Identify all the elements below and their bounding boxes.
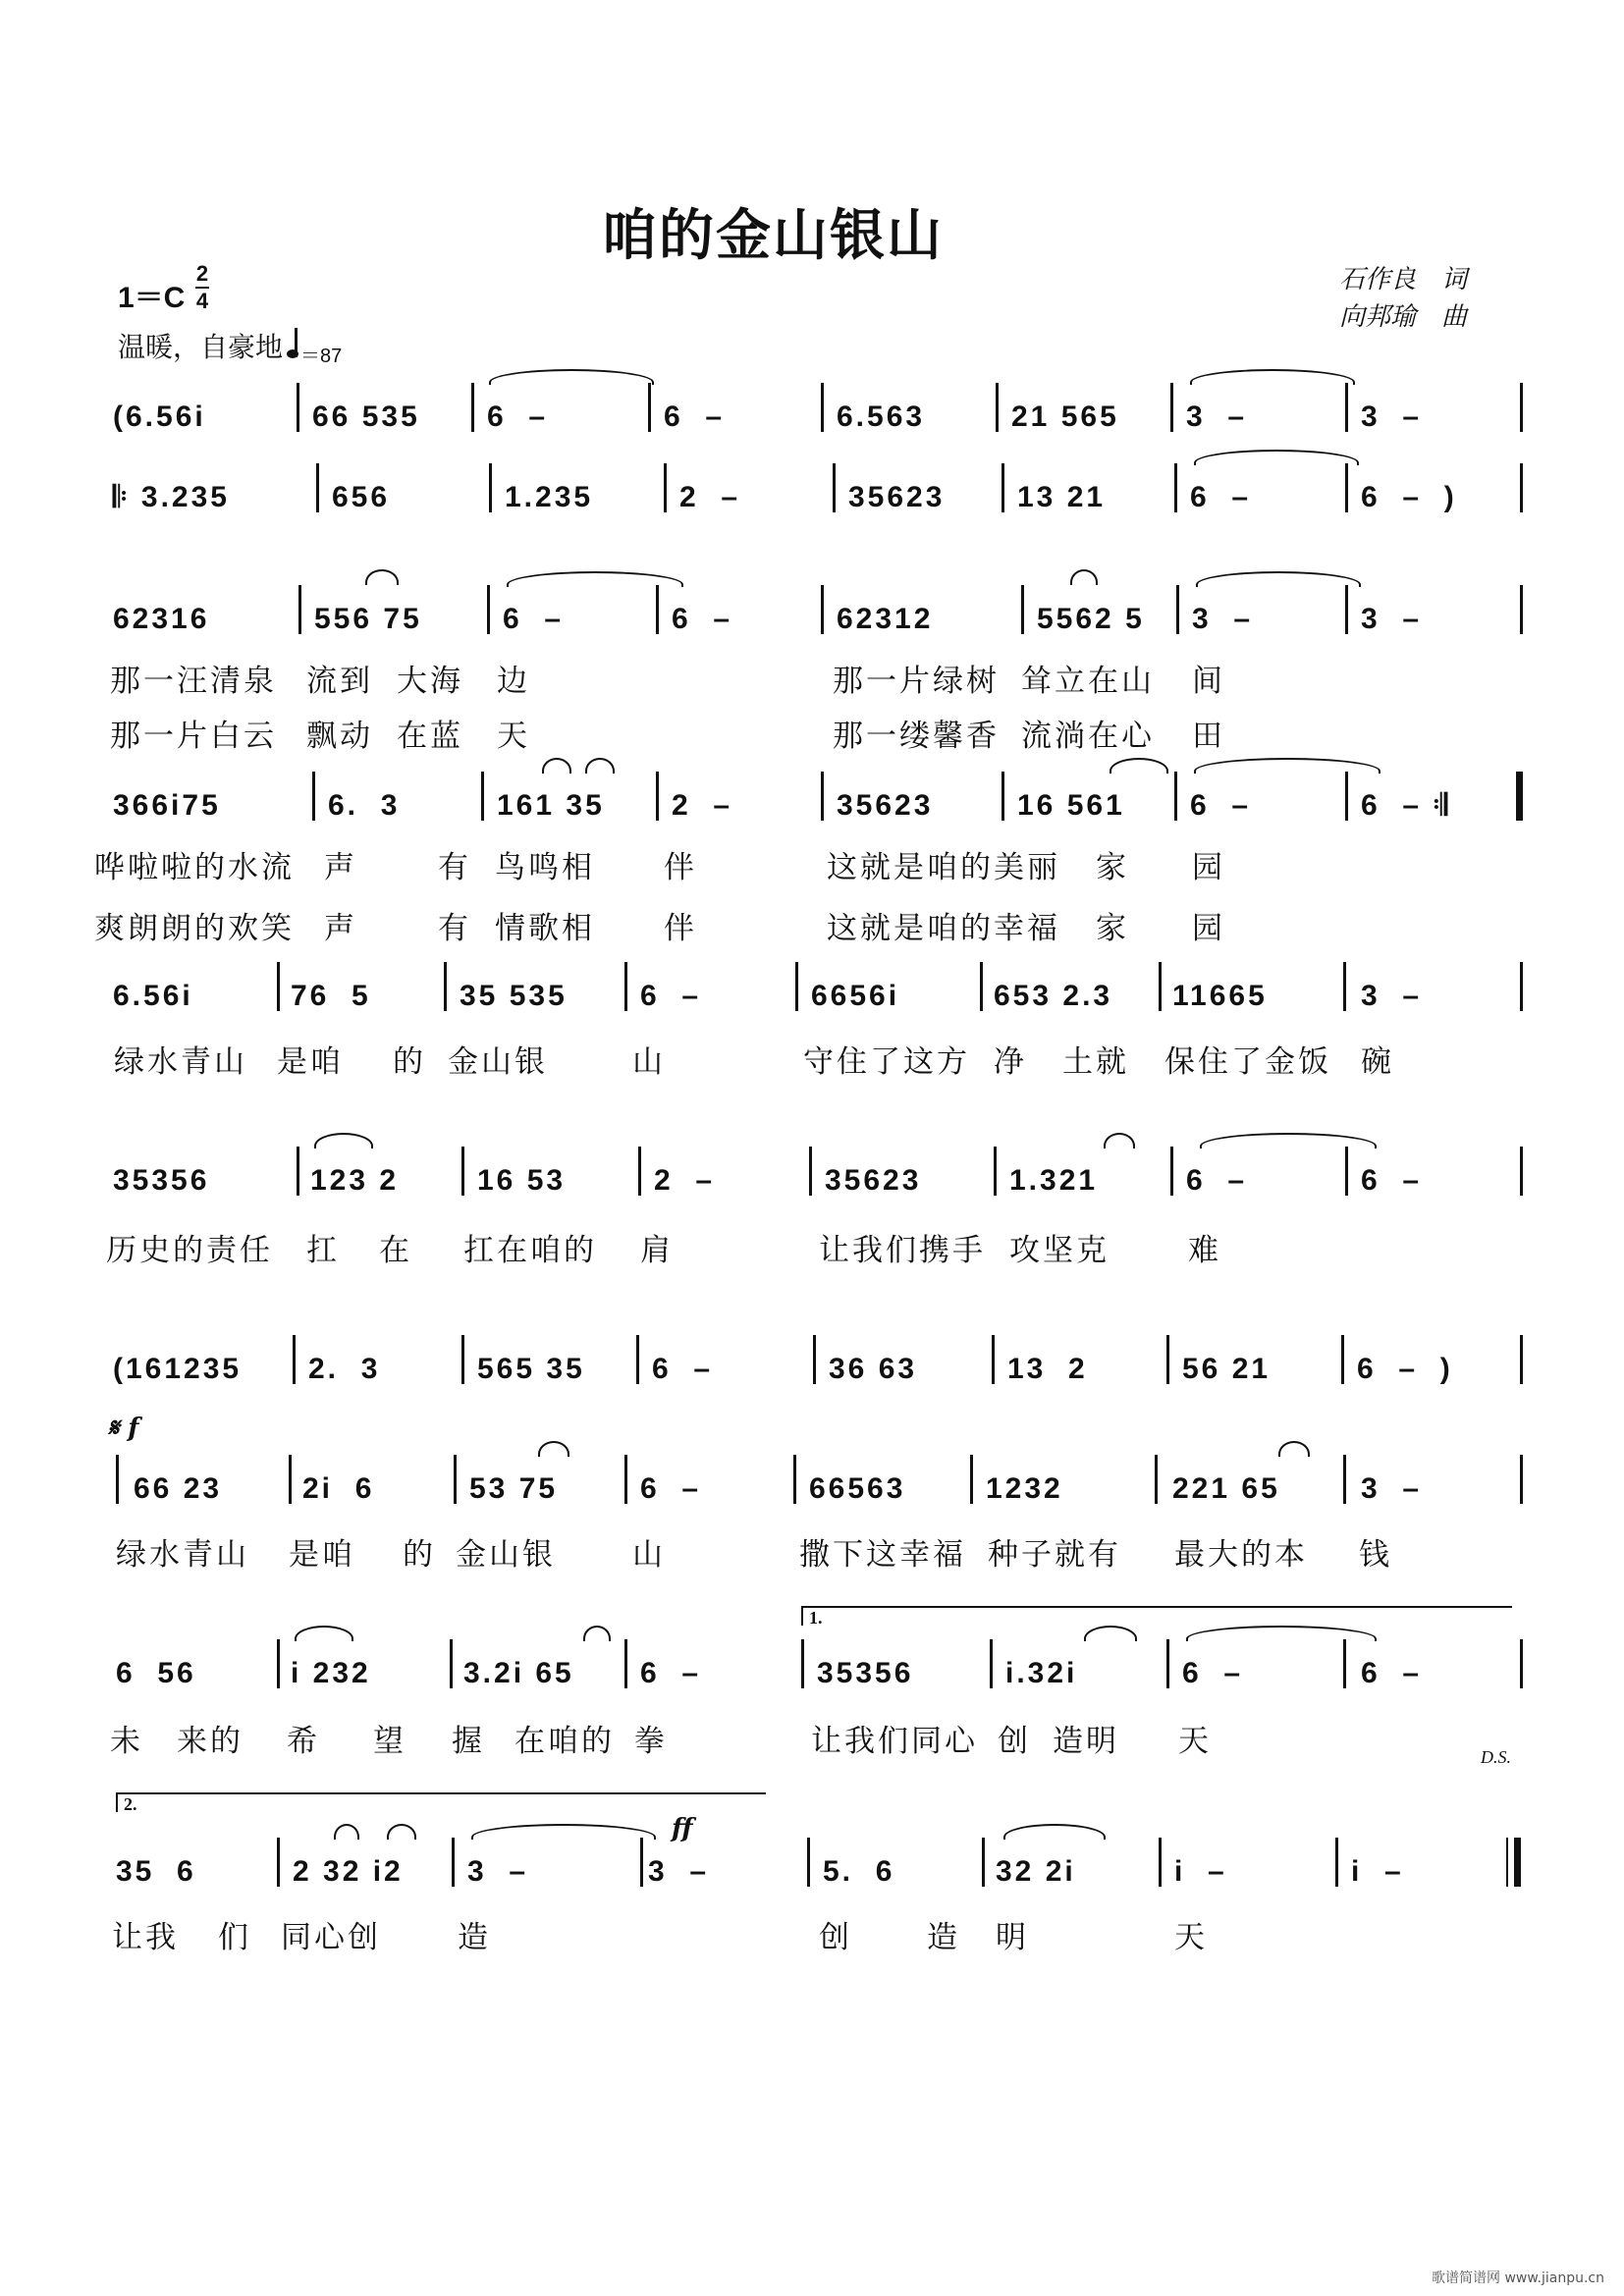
lyric: 天 — [1174, 1920, 1208, 1955]
tie — [471, 1824, 656, 1840]
expression-marking: 温暖，自豪地 — [118, 331, 284, 363]
barline — [316, 463, 319, 512]
barline — [297, 1147, 299, 1196]
staff-row-4 — [0, 789, 1624, 838]
measure-6: 653 2.3 — [994, 980, 1113, 1012]
measure-3: 161 35 — [497, 789, 605, 822]
lyric: 那一片白云 — [110, 719, 277, 754]
slur — [538, 1441, 569, 1457]
measure-2: 6. 3 — [328, 789, 401, 822]
measure-4: 6 – — [640, 1472, 702, 1505]
barline — [990, 1639, 993, 1688]
measure-1: (6.56i — [113, 400, 206, 433]
lyric: 哗啦啦的水流 — [94, 850, 295, 885]
lyric: 那一缕馨香 — [833, 719, 1000, 754]
lyric: 让我 — [112, 1920, 179, 1955]
lyric: 绿水青山 — [116, 1537, 249, 1573]
lyric: 守住了这方 — [803, 1044, 970, 1080]
measure-7: 221 65 — [1172, 1472, 1280, 1505]
barline — [1343, 962, 1346, 1011]
measure-2: 2. 3 — [308, 1353, 381, 1385]
measure-5: 35623 — [825, 1164, 922, 1197]
barline — [289, 1455, 292, 1504]
measure-1: (161235 — [113, 1353, 243, 1385]
barline — [624, 1639, 627, 1688]
barline — [277, 962, 280, 1011]
staff-row-8 — [0, 1472, 1624, 1522]
lyric: 净 — [994, 1044, 1027, 1080]
song-title: 咱的金山银山 — [602, 203, 944, 268]
measure-8: 6 – — [1361, 1657, 1423, 1689]
slur — [1070, 569, 1098, 585]
measure-7: 6 – — [1190, 481, 1252, 513]
barline — [664, 463, 667, 512]
lyric: 明 — [996, 1920, 1029, 1955]
barline — [461, 1335, 464, 1384]
key-signature: 1＝C — [118, 282, 186, 314]
barline — [1343, 1455, 1346, 1504]
measure-3: 1.235 — [505, 481, 594, 513]
tie — [1200, 1133, 1377, 1148]
slur — [295, 1626, 353, 1641]
measure-3: 565 35 — [477, 1353, 585, 1385]
lyric: 园 — [1192, 911, 1225, 946]
site-watermark: 歌谱简谱网 www.jianpu.cn — [1432, 2270, 1604, 2286]
measure-4: 2 – — [679, 481, 741, 513]
measure-4: 6 – — [672, 603, 733, 635]
slur — [387, 1824, 416, 1840]
lyric: 握 — [452, 1724, 485, 1759]
measure-7: 3 – — [1186, 400, 1248, 433]
lyric: 耸立在山 — [1021, 664, 1155, 699]
lyric: 大海 — [397, 664, 463, 699]
measure-8: i – — [1351, 1855, 1404, 1888]
slur — [1278, 1441, 1310, 1457]
barline — [1335, 1838, 1338, 1887]
barline — [444, 962, 447, 1011]
barline — [992, 1335, 995, 1384]
lyric: 是咱 — [289, 1537, 355, 1573]
lyric: 历史的责任 — [106, 1233, 273, 1268]
measure-8: 6 – ) — [1361, 481, 1457, 513]
lyric: 让我们同心 — [811, 1724, 978, 1759]
measure-3: 53 75 — [469, 1472, 559, 1505]
lyric: 创 — [819, 1920, 852, 1955]
barline — [1001, 772, 1004, 821]
barline — [277, 1838, 280, 1887]
lyric: 们 — [218, 1920, 251, 1955]
barline — [1159, 962, 1162, 1011]
barline — [1520, 1639, 1523, 1688]
lyric: 绿水青山 — [114, 1044, 247, 1080]
composer-credit: 向邦瑜 曲 — [1339, 302, 1468, 332]
barline — [996, 383, 999, 432]
measure-1: 6.56i — [113, 980, 193, 1012]
lyric: 土就 — [1062, 1044, 1129, 1080]
barline — [1345, 1147, 1348, 1196]
lyric: 有 — [438, 911, 471, 946]
barline — [1520, 463, 1523, 512]
repeat-end-barline — [1516, 772, 1523, 821]
slur — [1084, 1626, 1137, 1641]
lyric: 在蓝 — [397, 719, 463, 754]
measure-2: 66 535 — [312, 400, 420, 433]
lyric: 的 — [393, 1044, 426, 1080]
lyric: 造明 — [1053, 1724, 1119, 1759]
slur — [314, 1133, 373, 1148]
barline — [624, 962, 627, 1011]
lyric: 最大的本 — [1174, 1537, 1308, 1573]
measure-7: 3 – — [1192, 603, 1254, 635]
measure-8: 3 – — [1361, 1472, 1423, 1505]
measure-6: 32 2i — [996, 1855, 1076, 1888]
tie — [507, 571, 683, 587]
barline — [636, 1335, 639, 1384]
barline — [1001, 463, 1004, 512]
first-ending-bracket — [801, 1606, 1512, 1626]
segno-forte-marking: 𝄋 f — [108, 1414, 139, 1443]
lyric: 那一片绿树 — [833, 664, 1000, 699]
measure-6: 21 565 — [1011, 400, 1119, 433]
barline — [1174, 772, 1177, 821]
barline — [1520, 585, 1523, 634]
measure-5: 36 63 — [829, 1353, 918, 1385]
barline — [970, 1455, 973, 1504]
lyric: 家 — [1096, 911, 1129, 946]
lyric: 未 — [110, 1724, 143, 1759]
lyric: 的 — [403, 1537, 436, 1573]
measure-6: 1.321 — [1009, 1164, 1099, 1197]
lyric: 攻坚克 — [1009, 1233, 1110, 1268]
barline — [793, 1455, 796, 1504]
measure-6: 13 2 — [1007, 1353, 1088, 1385]
measure-4: 2 – — [672, 789, 733, 822]
barline — [454, 1455, 457, 1504]
barline — [801, 1639, 804, 1688]
lyric: 扛 — [306, 1233, 340, 1268]
barline — [1520, 1455, 1523, 1504]
barline — [1170, 383, 1173, 432]
lyric: 那一汪清泉 — [110, 664, 277, 699]
lyric: 家 — [1096, 850, 1129, 885]
measure-4: 6 – — [640, 980, 702, 1012]
barline — [1520, 962, 1523, 1011]
lyric: 拳 — [634, 1724, 668, 1759]
barline — [1176, 585, 1179, 634]
measure-2: 2i 6 — [302, 1472, 375, 1505]
staff-row-5 — [0, 980, 1624, 1029]
barline — [297, 383, 299, 432]
barline — [1174, 463, 1177, 512]
measure-5: 62312 — [837, 603, 934, 635]
lyric: 难 — [1188, 1233, 1221, 1268]
tie — [1196, 571, 1361, 587]
slur — [542, 758, 571, 774]
lyric: 情歌相 — [495, 911, 595, 946]
lyric: 间 — [1192, 664, 1225, 699]
tie — [1194, 450, 1359, 465]
slur — [334, 1824, 359, 1840]
barline — [1345, 463, 1348, 512]
measure-3: 6 – — [487, 400, 549, 433]
barline — [638, 1147, 641, 1196]
measure-6: 5562 5 — [1037, 603, 1145, 635]
barline — [980, 962, 983, 1011]
measure-3: 6 – — [503, 603, 565, 635]
barline — [1520, 383, 1523, 432]
barline — [298, 585, 301, 634]
measure-7: 56 21 — [1182, 1353, 1272, 1385]
fortissimo-marking: ff — [672, 1814, 693, 1843]
barline — [1155, 1455, 1158, 1504]
barline — [640, 1838, 643, 1887]
lyric: 造 — [458, 1920, 491, 1955]
lyric: 扛在咱的 — [463, 1233, 597, 1268]
staff-row-9 — [0, 1657, 1624, 1706]
lyric: 创 — [998, 1724, 1031, 1759]
tie — [1194, 758, 1380, 774]
lyric: 让我们携手 — [819, 1233, 986, 1268]
measure-2: 556 75 — [314, 603, 422, 635]
lyric: 有 — [438, 850, 471, 885]
barline — [489, 463, 492, 512]
measure-7: i – — [1174, 1855, 1227, 1888]
lyric: 撒下这幸福 — [799, 1537, 966, 1573]
barline — [1343, 1639, 1346, 1688]
lyric: 金山银 — [448, 1044, 548, 1080]
time-signature-bottom: 4 — [195, 289, 209, 313]
barline — [450, 1639, 453, 1688]
measure-8: 3 – — [1361, 980, 1423, 1012]
measure-5: 5. 6 — [823, 1855, 895, 1888]
lyric: 同心创 — [281, 1920, 381, 1955]
measure-3: 3 – — [467, 1855, 529, 1888]
measure-7: 6 – — [1190, 789, 1252, 822]
tie — [1190, 369, 1355, 385]
lyric: 希 — [287, 1724, 320, 1759]
lyric: 造 — [927, 1920, 960, 1955]
measure-4: 6 – — [640, 1657, 702, 1689]
lyric: 金山银 — [456, 1537, 556, 1573]
measure-7: 6 – — [1182, 1657, 1244, 1689]
final-barline — [1514, 1838, 1521, 1887]
measure-4: 3 – — [648, 1855, 710, 1888]
barline — [461, 1147, 464, 1196]
barline — [1170, 1147, 1173, 1196]
lyric: 肩 — [640, 1233, 674, 1268]
lyric: 在咱的 — [514, 1724, 615, 1759]
barline — [471, 383, 474, 432]
lyric: 鸟鸣相 — [495, 850, 595, 885]
time-signature-top: 2 — [195, 261, 209, 286]
measure-1: 6 56 — [116, 1657, 196, 1689]
lyric: 流到 — [306, 664, 373, 699]
quarter-note-head — [287, 349, 298, 358]
barline — [1345, 383, 1348, 432]
barline — [1506, 1838, 1508, 1887]
measure-8: 3 – — [1361, 603, 1423, 635]
staff-row-10 — [0, 1855, 1624, 1904]
measure-1: 62316 — [113, 603, 210, 635]
barline — [821, 383, 824, 432]
measure-5: 35356 — [817, 1657, 914, 1689]
lyric: 飘动 — [306, 719, 373, 754]
measure-5: 35623 — [837, 789, 934, 822]
barline — [1345, 772, 1348, 821]
lyric: 伴 — [664, 850, 697, 885]
barline — [312, 772, 315, 821]
lyric: 这就是咱的美丽 — [827, 850, 1060, 885]
barline — [809, 1147, 812, 1196]
barline — [1159, 1838, 1162, 1887]
lyric: 碗 — [1361, 1044, 1394, 1080]
barline — [487, 585, 490, 634]
measure-6: i.32i — [1005, 1657, 1078, 1689]
measure-5: 35623 — [848, 481, 946, 513]
measure-2: 656 — [332, 481, 391, 513]
barline — [656, 772, 659, 821]
barline — [1520, 1335, 1523, 1384]
dal-segno-marking: D.S. — [1481, 1747, 1511, 1767]
measure-1: 35356 — [113, 1164, 210, 1197]
measure-1: 𝄆 3.235 — [113, 481, 230, 513]
measure-6: 13 21 — [1017, 481, 1107, 513]
measure-8: 6 – — [1361, 1164, 1423, 1197]
measure-1: 66 23 — [134, 1472, 223, 1505]
lyric: 山 — [632, 1537, 666, 1573]
measure-8: 6 – 𝄇 — [1361, 789, 1450, 822]
lyric: 天 — [497, 719, 530, 754]
lyric: 保住了金饭 — [1164, 1044, 1331, 1080]
tempo-marking: ＝87 — [300, 346, 343, 367]
tie — [1186, 1626, 1377, 1641]
lyric: 在 — [379, 1233, 412, 1268]
slur — [365, 569, 399, 585]
second-ending-label: 2. — [124, 1794, 137, 1814]
barline — [833, 463, 836, 512]
staff-row-3 — [0, 603, 1624, 652]
lyric: 田 — [1192, 719, 1225, 754]
lyric: 望 — [373, 1724, 406, 1759]
barline — [481, 772, 484, 821]
staff-row-1 — [0, 400, 1624, 450]
lyricist-credit: 石作良 词 — [1339, 265, 1468, 294]
lyric: 流淌在心 — [1021, 719, 1155, 754]
measure-3: 16 53 — [477, 1164, 567, 1197]
barline — [1166, 1335, 1169, 1384]
measure-1: 366i75 — [113, 789, 221, 822]
measure-3: 3.2i 65 — [463, 1657, 574, 1689]
barline — [1345, 585, 1348, 634]
lyric: 声 — [324, 911, 357, 946]
measure-7: 6 – — [1186, 1164, 1248, 1197]
lyric: 边 — [497, 664, 530, 699]
staff-row-7 — [0, 1353, 1624, 1402]
lyric: 声 — [324, 850, 357, 885]
barline — [994, 1147, 997, 1196]
barline — [1166, 1639, 1169, 1688]
barline — [821, 772, 824, 821]
staff-row-6 — [0, 1164, 1624, 1213]
measure-2: 76 5 — [291, 980, 371, 1012]
barline — [821, 585, 824, 634]
second-ending-bracket — [116, 1792, 766, 1812]
measure-6: 1232 — [986, 1472, 1063, 1505]
measure-4: 6 – — [652, 1353, 714, 1385]
lyric: 爽朗朗的欢笑 — [94, 911, 295, 946]
measure-8: 6 – ) — [1357, 1353, 1453, 1385]
lyric: 山 — [632, 1044, 666, 1080]
slur — [583, 1626, 611, 1641]
barline — [982, 1838, 985, 1887]
slur — [585, 758, 615, 774]
barline — [116, 1455, 119, 1504]
barline — [648, 383, 651, 432]
measure-5: 6656i — [811, 980, 900, 1012]
barline — [452, 1838, 455, 1887]
lyric: 是咱 — [277, 1044, 344, 1080]
barline — [1341, 1335, 1344, 1384]
lyric: 钱 — [1359, 1537, 1392, 1573]
staff-row-2 — [0, 481, 1624, 530]
measure-1: 35 6 — [116, 1855, 196, 1888]
first-ending-label: 1. — [809, 1608, 823, 1628]
measure-2: 123 2 — [310, 1164, 400, 1197]
barline — [1021, 585, 1024, 634]
measure-6: 16 561 — [1017, 789, 1125, 822]
tie — [1003, 1824, 1106, 1840]
measure-4: 2 – — [654, 1164, 716, 1197]
lyric: 这就是咱的幸福 — [827, 911, 1060, 946]
lyric: 园 — [1192, 850, 1225, 885]
measure-3: 35 535 — [460, 980, 568, 1012]
barline — [795, 962, 798, 1011]
barline — [1520, 1147, 1523, 1196]
tie — [489, 369, 654, 385]
barline — [293, 1335, 296, 1384]
measure-5: 66563 — [809, 1472, 906, 1505]
lyric: 天 — [1178, 1724, 1212, 1759]
barline — [813, 1335, 816, 1384]
lyric: 来的 — [177, 1724, 244, 1759]
lyric: 种子就有 — [988, 1537, 1121, 1573]
measure-5: 6.563 — [837, 400, 926, 433]
measure-7: 11665 — [1172, 980, 1268, 1012]
barline — [277, 1639, 280, 1688]
barline — [656, 585, 659, 634]
measure-2: 2 32 i2 — [293, 1855, 404, 1888]
measure-4: 6 – — [664, 400, 726, 433]
slur — [1110, 758, 1168, 774]
measure-2: i 232 — [291, 1657, 371, 1689]
barline — [624, 1455, 627, 1504]
measure-8: 3 – — [1361, 400, 1423, 433]
lyric: 伴 — [664, 911, 697, 946]
barline — [807, 1838, 810, 1887]
slur — [1104, 1133, 1135, 1148]
